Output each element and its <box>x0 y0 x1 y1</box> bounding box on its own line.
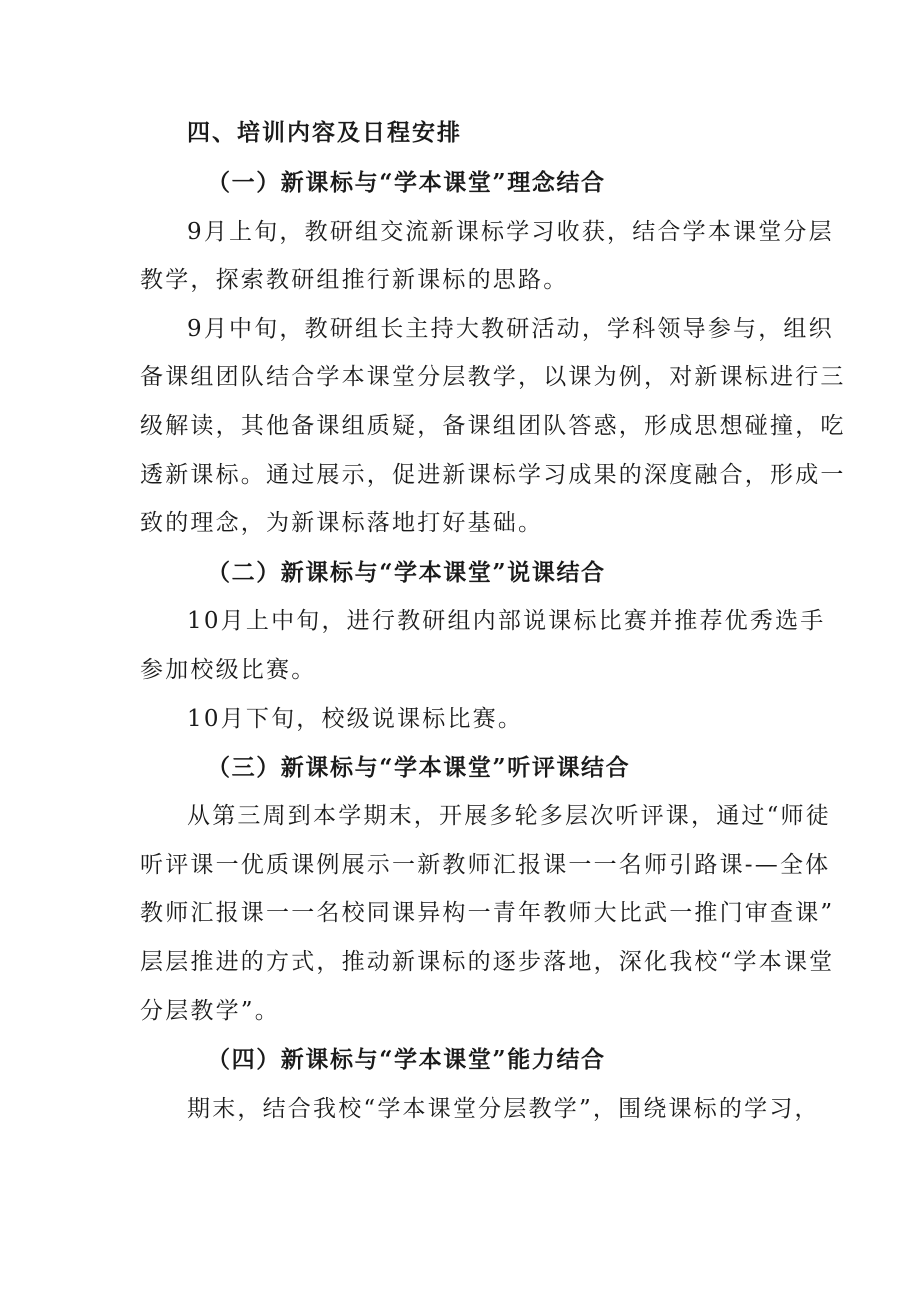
paragraph-line: 层层推进的方式，推动新课标的逐步落地，深化我校“学本课堂 <box>140 949 835 975</box>
paragraph-line: 分层教学”。 <box>140 998 280 1024</box>
paragraph-line: 听评课一优质课例展示一新教师汇报课一一名师引路课-—全体 <box>140 852 831 878</box>
paragraph-line: 从第三周到本学期末，开展多轮多层次听评课，通过“师徒 <box>187 803 831 829</box>
subsection-heading-2: （二）新课标与“学本课堂”说课结合 <box>207 559 606 586</box>
paragraph-line: 致的理念，为新课标落地打好基础。 <box>140 510 544 536</box>
subsection-heading-4: （四）新课标与“学本课堂”能力结合 <box>207 1046 606 1073</box>
paragraph-line: 教师汇报课一一名校同课异构一青年教师大比武一推门审查课” <box>140 900 835 926</box>
paragraph-line: 教学，探索教研组推行新课标的思路。 <box>140 267 569 293</box>
paragraph-line: 10月上中旬，进行教研组内部说课标比赛并推荐优秀选手 <box>187 608 826 634</box>
paragraph-line: 参加校级比赛。 <box>140 657 317 683</box>
section-title: 四、培训内容及日程安排 <box>187 119 462 146</box>
paragraph-line: 10月下旬，校级说课标比赛。 <box>187 706 524 732</box>
subsection-heading-3: （三）新课标与“学本课堂”听评课结合 <box>207 754 631 781</box>
paragraph-line: 级解读，其他备课组质疑，备课组团队答惑，形成思想碰撞，吃 <box>140 413 846 439</box>
paragraph-line: 期末，结合我校“学本课堂分层教学”，围绕课标的学习， <box>187 1096 820 1122</box>
paragraph-line: 9月中旬，教研组长主持大教研活动，学科领导参与，组织 <box>187 316 834 342</box>
paragraph-line: 9月上旬，教研组交流新课标学习收获，结合学本课堂分层 <box>187 219 834 245</box>
paragraph-line: 透新课标。通过展示，促进新课标学习成果的深度融合，形成一 <box>140 462 846 488</box>
subsection-heading-1: （一）新课标与“学本课堂”理念结合 <box>207 169 606 196</box>
paragraph-line: 备课组团队结合学本课堂分层教学，以课为例，对新课标进行三 <box>140 364 846 390</box>
